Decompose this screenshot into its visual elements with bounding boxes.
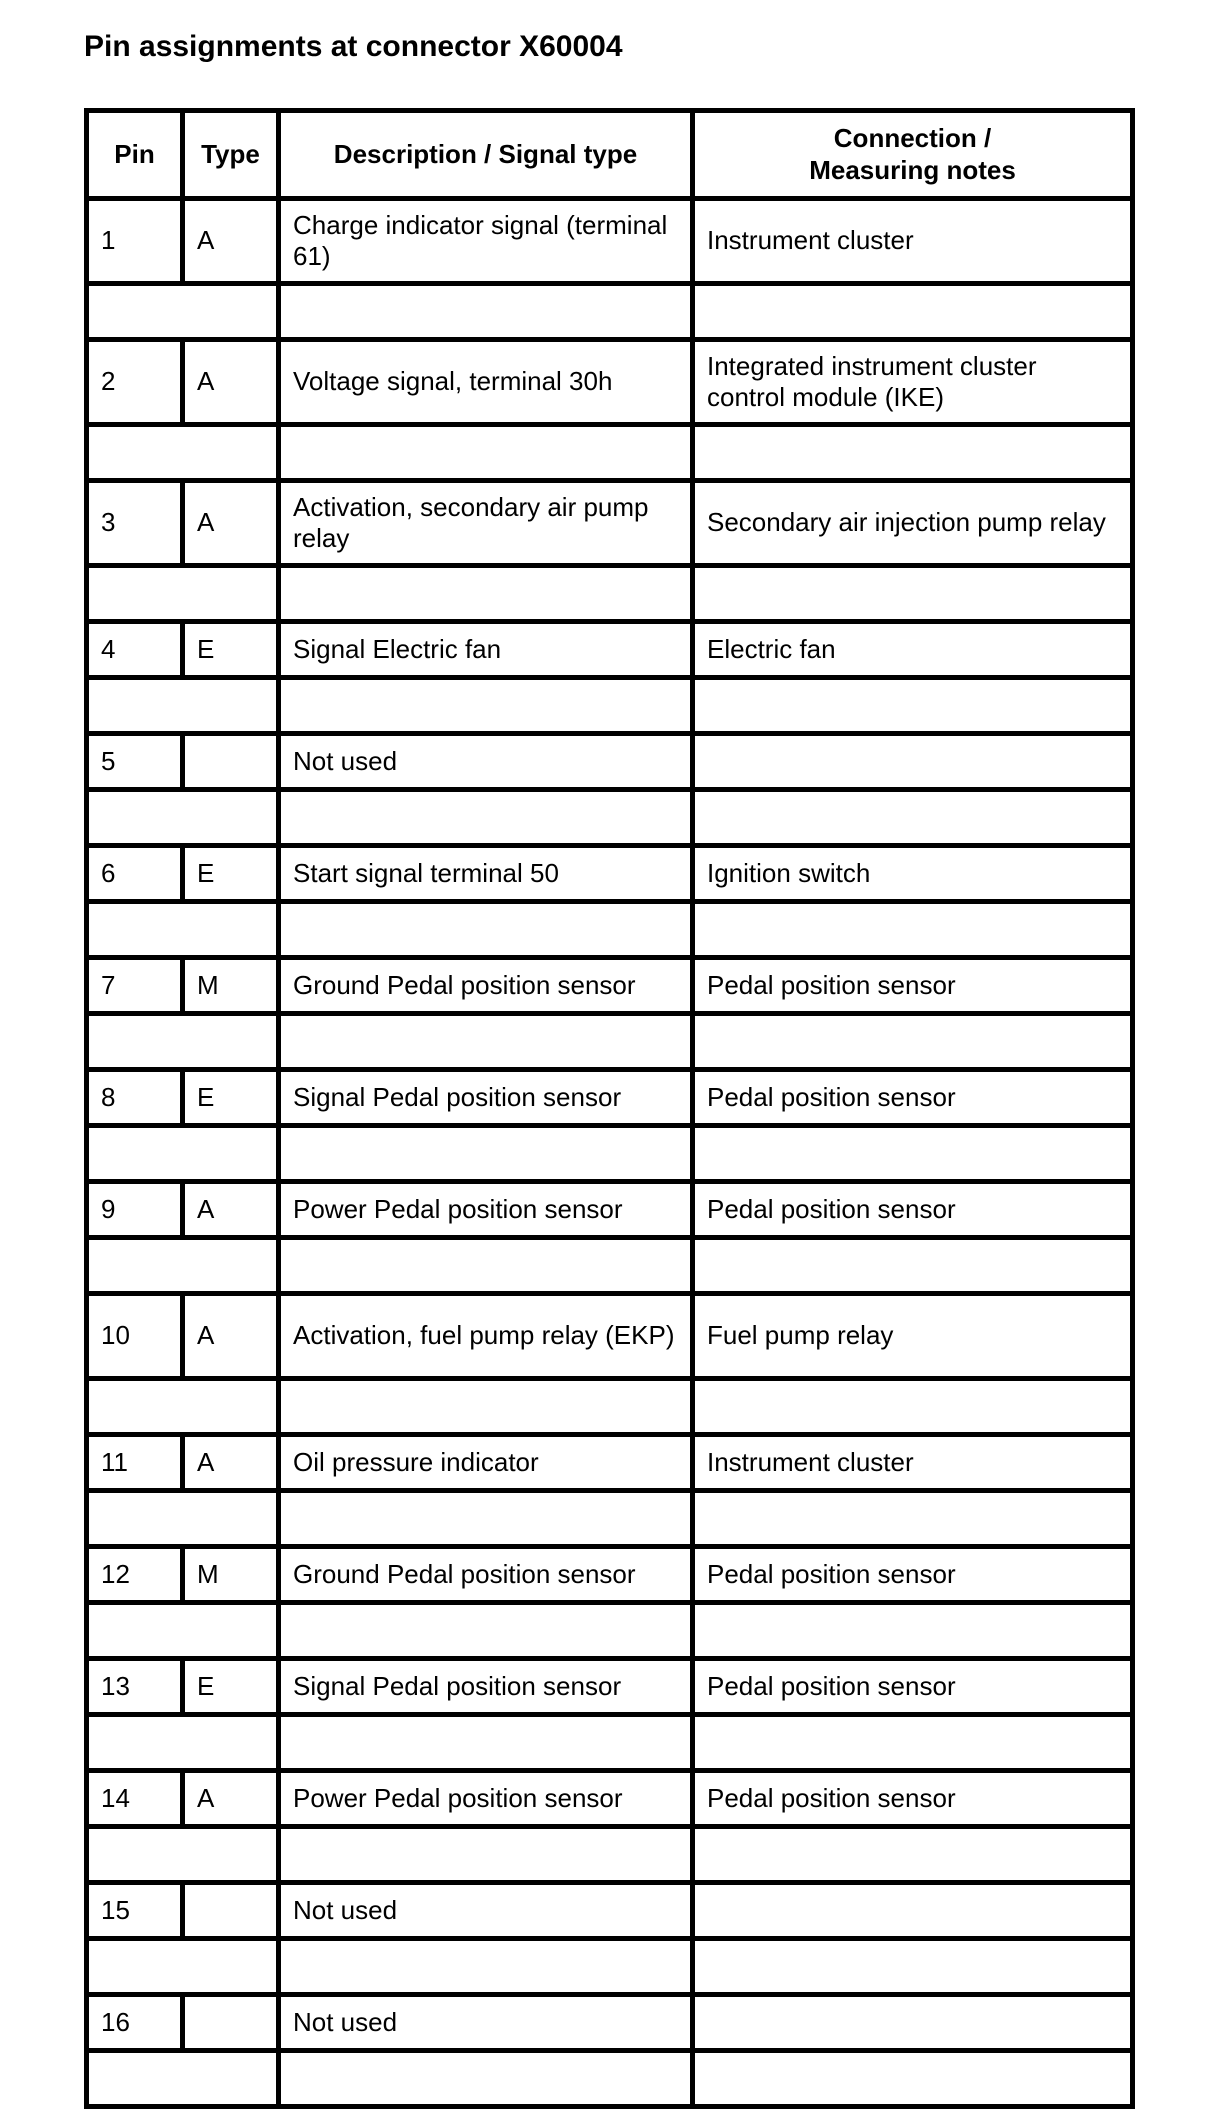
description-cell: Activation, secondary air pump relay <box>279 481 693 566</box>
table-row <box>87 1182 1133 1238</box>
spacer-cell <box>693 790 1133 846</box>
description-cell: Power Pedal position sensor <box>279 1771 693 1827</box>
spacer-cell <box>279 1491 693 1547</box>
spacer-cell <box>279 1827 693 1883</box>
spacer-cell <box>279 566 693 622</box>
description-cell: Not used <box>279 734 693 790</box>
spacer-cell <box>693 566 1133 622</box>
spacer-cell <box>87 1939 279 1995</box>
type-cell: A <box>183 199 279 284</box>
pin-cell: 4 <box>87 622 183 678</box>
connection-cell: Instrument cluster <box>693 1435 1133 1491</box>
spacer-cell <box>693 284 1133 340</box>
table-body <box>87 199 1133 2107</box>
spacer-row <box>87 1238 1133 1294</box>
spacer-cell <box>693 425 1133 481</box>
pin-cell: 7 <box>87 958 183 1014</box>
type-cell: E <box>183 846 279 902</box>
table-row <box>87 1294 1133 1379</box>
spacer-cell <box>87 2051 279 2107</box>
spacer-cell <box>693 2051 1133 2107</box>
spacer-cell <box>693 1715 1133 1771</box>
table-row <box>87 481 1133 566</box>
connection-cell: Instrument cluster <box>693 199 1133 284</box>
spacer-cell <box>279 1238 693 1294</box>
spacer-row <box>87 1379 1133 1435</box>
pin-cell: 10 <box>87 1294 183 1379</box>
description-cell: Signal Pedal position sensor <box>279 1659 693 1715</box>
pin-cell: 16 <box>87 1995 183 2051</box>
spacer-row <box>87 566 1133 622</box>
spacer-cell <box>87 425 279 481</box>
spacer-cell <box>279 1603 693 1659</box>
pin-cell: 1 <box>87 199 183 284</box>
description-cell: Charge indicator signal (terminal 61) <box>279 199 693 284</box>
table-row <box>87 1771 1133 1827</box>
table-row <box>87 1883 1133 1939</box>
header-type: Type <box>183 111 279 199</box>
spacer-cell <box>693 1014 1133 1070</box>
spacer-cell <box>279 1939 693 1995</box>
pin-cell: 2 <box>87 340 183 425</box>
description-cell: Power Pedal position sensor <box>279 1182 693 1238</box>
spacer-row <box>87 2051 1133 2107</box>
spacer-row <box>87 425 1133 481</box>
connection-cell: Fuel pump relay <box>693 1294 1133 1379</box>
spacer-cell <box>87 1715 279 1771</box>
connection-cell <box>693 1995 1133 2051</box>
spacer-cell <box>693 1827 1133 1883</box>
pin-cell: 13 <box>87 1659 183 1715</box>
connection-cell: Pedal position sensor <box>693 1771 1133 1827</box>
header-connection <box>693 111 1133 199</box>
connection-cell: Ignition switch <box>693 846 1133 902</box>
spacer-cell <box>279 284 693 340</box>
pin-cell: 3 <box>87 481 183 566</box>
type-cell: M <box>183 958 279 1014</box>
spacer-cell <box>87 678 279 734</box>
spacer-cell <box>693 1939 1133 1995</box>
spacer-row <box>87 902 1133 958</box>
spacer-row <box>87 1491 1133 1547</box>
description-cell: Activation, fuel pump relay (EKP) <box>279 1294 693 1379</box>
type-cell: A <box>183 481 279 566</box>
type-cell: A <box>183 1435 279 1491</box>
table-row <box>87 1659 1133 1715</box>
connection-cell: Integrated instrument cluster control module (IKE) <box>693 340 1133 425</box>
pin-cell: 11 <box>87 1435 183 1491</box>
description-cell: Start signal terminal 50 <box>279 846 693 902</box>
pin-cell: 9 <box>87 1182 183 1238</box>
type-cell: E <box>183 1070 279 1126</box>
spacer-cell <box>693 1491 1133 1547</box>
spacer-cell <box>693 1379 1133 1435</box>
type-cell <box>183 734 279 790</box>
type-cell: A <box>183 1182 279 1238</box>
header-description: Description / Signal type <box>279 111 693 199</box>
pin-cell: 15 <box>87 1883 183 1939</box>
description-cell: Signal Electric fan <box>279 622 693 678</box>
spacer-cell <box>87 1014 279 1070</box>
connection-cell <box>693 734 1133 790</box>
spacer-cell <box>693 678 1133 734</box>
type-cell: A <box>183 1771 279 1827</box>
spacer-cell <box>87 1379 279 1435</box>
table-row <box>87 622 1133 678</box>
table-row <box>87 340 1133 425</box>
table-row <box>87 1547 1133 1603</box>
type-cell: A <box>183 340 279 425</box>
spacer-cell <box>279 425 693 481</box>
header-pin: Pin <box>87 111 183 199</box>
type-cell <box>183 1995 279 2051</box>
spacer-cell <box>87 902 279 958</box>
description-cell: Not used <box>279 1883 693 1939</box>
spacer-cell <box>87 790 279 846</box>
spacer-cell <box>279 790 693 846</box>
spacer-cell <box>87 284 279 340</box>
description-cell: Not used <box>279 1995 693 2051</box>
page-title: Pin assignments at connector X60004 <box>84 30 623 63</box>
table-row <box>87 1070 1133 1126</box>
table-row <box>87 846 1133 902</box>
spacer-row <box>87 1827 1133 1883</box>
spacer-cell <box>693 1238 1133 1294</box>
table-row <box>87 958 1133 1014</box>
type-cell: E <box>183 622 279 678</box>
spacer-cell <box>279 1014 693 1070</box>
connection-cell <box>693 1883 1133 1939</box>
spacer-cell <box>279 2051 693 2107</box>
connection-cell: Pedal position sensor <box>693 1070 1133 1126</box>
connection-cell: Pedal position sensor <box>693 1182 1133 1238</box>
connection-cell: Pedal position sensor <box>693 1659 1133 1715</box>
pin-cell: 5 <box>87 734 183 790</box>
pin-cell: 8 <box>87 1070 183 1126</box>
header-connection-line1: Connection / <box>833 123 992 154</box>
connection-cell: Pedal position sensor <box>693 1547 1133 1603</box>
table-row <box>87 1995 1133 2051</box>
pin-assignment-table <box>84 108 1135 2109</box>
table-row <box>87 734 1133 790</box>
spacer-cell <box>87 1603 279 1659</box>
spacer-cell <box>279 902 693 958</box>
connection-cell: Secondary air injection pump relay <box>693 481 1133 566</box>
table-header-row <box>87 111 1133 199</box>
spacer-row <box>87 1126 1133 1182</box>
connection-cell: Electric fan <box>693 622 1133 678</box>
spacer-row <box>87 1014 1133 1070</box>
pin-cell: 6 <box>87 846 183 902</box>
description-cell: Voltage signal, terminal 30h <box>279 340 693 425</box>
table-row <box>87 199 1133 284</box>
connection-cell: Pedal position sensor <box>693 958 1133 1014</box>
spacer-cell <box>279 1715 693 1771</box>
spacer-cell <box>87 1491 279 1547</box>
description-cell: Signal Pedal position sensor <box>279 1070 693 1126</box>
description-cell: Ground Pedal position sensor <box>279 958 693 1014</box>
type-cell: M <box>183 1547 279 1603</box>
description-cell: Ground Pedal position sensor <box>279 1547 693 1603</box>
spacer-row <box>87 678 1133 734</box>
spacer-cell <box>279 1126 693 1182</box>
pin-cell: 14 <box>87 1771 183 1827</box>
spacer-cell <box>279 678 693 734</box>
spacer-cell <box>87 1238 279 1294</box>
header-connection-line2: Measuring notes <box>809 154 1016 185</box>
spacer-row <box>87 790 1133 846</box>
spacer-row <box>87 284 1133 340</box>
spacer-cell <box>693 902 1133 958</box>
spacer-cell <box>87 566 279 622</box>
table-row <box>87 1435 1133 1491</box>
spacer-row <box>87 1603 1133 1659</box>
spacer-cell <box>87 1827 279 1883</box>
type-cell <box>183 1883 279 1939</box>
spacer-cell <box>693 1126 1133 1182</box>
type-cell: E <box>183 1659 279 1715</box>
spacer-row <box>87 1715 1133 1771</box>
spacer-cell <box>87 1126 279 1182</box>
spacer-cell <box>279 1379 693 1435</box>
description-cell: Oil pressure indicator <box>279 1435 693 1491</box>
spacer-row <box>87 1939 1133 1995</box>
pin-cell: 12 <box>87 1547 183 1603</box>
spacer-cell <box>693 1603 1133 1659</box>
type-cell: A <box>183 1294 279 1379</box>
